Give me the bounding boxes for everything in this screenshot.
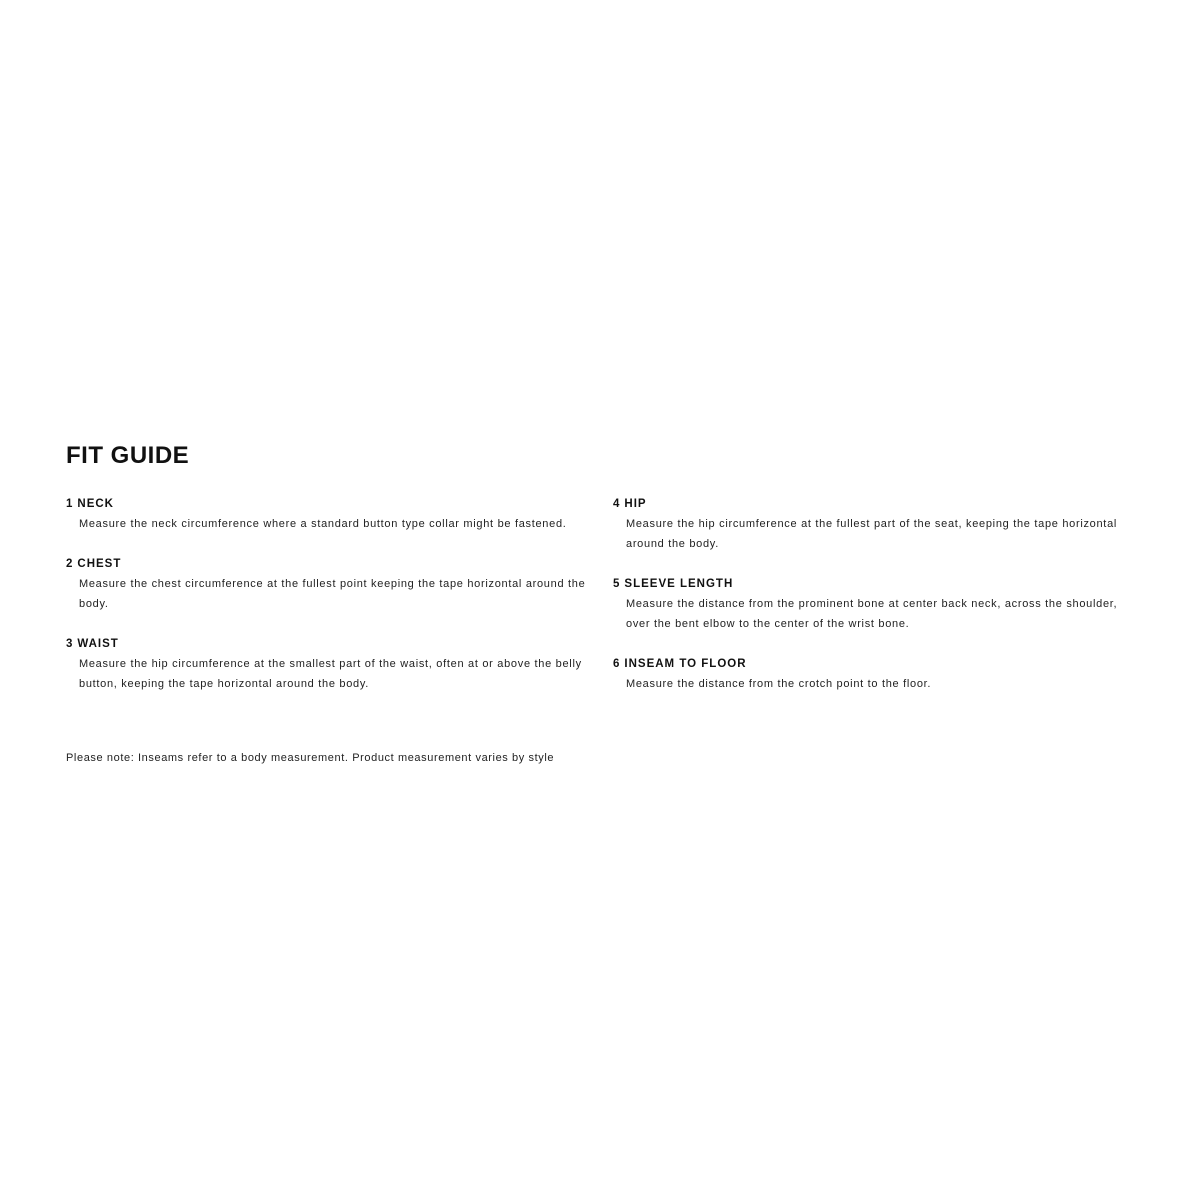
item-name: HIP <box>624 498 647 510</box>
item-number: 3 <box>66 638 74 650</box>
item-chest <box>66 554 596 614</box>
item-name: SLEEVE LENGTH <box>624 578 734 590</box>
item-name: NECK <box>77 498 114 510</box>
item-inseam-to-floor <box>613 654 1133 694</box>
item-heading <box>613 494 1133 514</box>
item-heading <box>66 554 596 574</box>
item-heading <box>613 574 1133 594</box>
page-title: FIT GUIDE <box>66 442 190 469</box>
fit-guide <box>66 440 1136 734</box>
item-description: Measure the chest circumference at the fullest point keeping the tape horizontal around the body. <box>79 578 586 610</box>
item-name: CHEST <box>77 558 122 570</box>
item-sleeve-length <box>613 574 1133 634</box>
item-description: Measure the hip circumference at the smallest part of the waist, often at or above the belly button, keeping the tape horizontal around the body. <box>79 658 582 690</box>
item-description: Measure the distance from the crotch point to the floor. <box>626 678 932 690</box>
item-waist <box>66 634 596 694</box>
item-number: 1 <box>66 498 74 510</box>
item-neck <box>66 494 596 534</box>
fit-guide-columns <box>66 494 1136 734</box>
left-column <box>66 494 596 714</box>
item-description: Measure the neck circumference where a standard button type collar might be fastened. <box>79 518 567 530</box>
item-name: WAIST <box>77 638 119 650</box>
item-number: 5 <box>613 578 621 590</box>
item-description: Measure the hip circumference at the fullest part of the seat, keeping the tape horizontal around the body. <box>626 518 1118 550</box>
item-heading <box>613 654 1133 674</box>
measurement-note: Please note: Inseams refer to a body measurement. Product measurement varies by style <box>66 752 555 764</box>
item-heading <box>66 494 596 514</box>
item-hip <box>613 494 1133 554</box>
item-heading <box>66 634 596 654</box>
item-name: INSEAM TO FLOOR <box>624 658 747 670</box>
item-number: 4 <box>613 498 621 510</box>
item-number: 6 <box>613 658 621 670</box>
right-column <box>613 494 1133 714</box>
item-description: Measure the distance from the prominent bone at center back neck, across the shoulder, over the bent elbow to the center of the wrist bone. <box>626 598 1118 630</box>
item-number: 2 <box>66 558 74 570</box>
